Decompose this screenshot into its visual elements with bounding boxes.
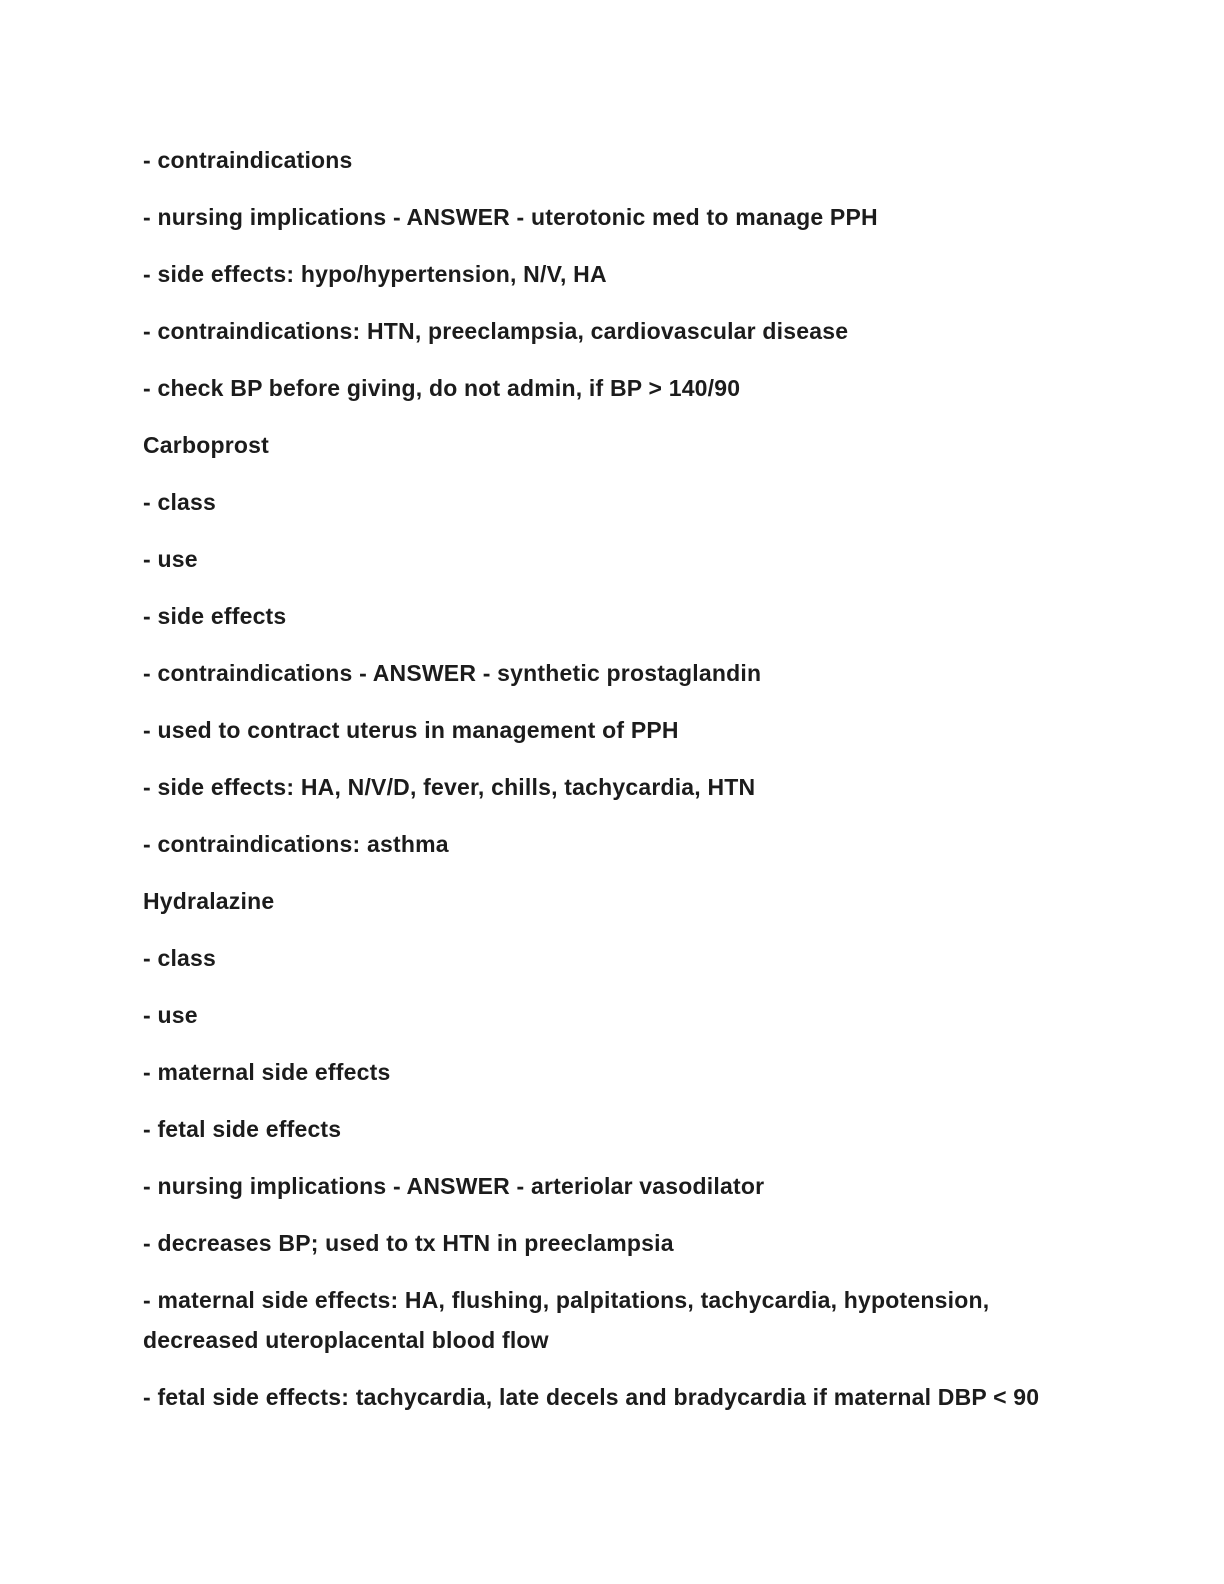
- bullet-line: - class: [143, 945, 217, 971]
- bullet-line: - check BP before giving, do not admin, if BP > 140/90: [143, 375, 741, 401]
- bullet-line: - nursing implications - ANSWER - uterotonic med to manage PPH: [143, 204, 878, 230]
- bullet-line: - use: [143, 1002, 198, 1028]
- bullet-line: - contraindications - ANSWER - synthetic prostaglandin: [143, 660, 762, 686]
- bullet-line: - contraindications: HTN, preeclampsia, cardiovascular disease: [143, 318, 849, 344]
- bullet-line: - decreases BP; used to tx HTN in preeclampsia: [143, 1230, 674, 1256]
- bullet-line: - use: [143, 546, 198, 572]
- bullet-line: - maternal side effects: HA, flushing, palpitations, tachycardia, hypotension, decreased uteroplacental blood flow: [143, 1287, 990, 1353]
- bullet-line: - fetal side effects: [143, 1116, 342, 1142]
- document-text-block: [143, 140, 1068, 1417]
- bullet-line: - class: [143, 489, 217, 515]
- bullet-line: - fetal side effects: tachycardia, late decels and bradycardia if maternal DBP < 90: [143, 1384, 1040, 1410]
- bullet-line: - used to contract uterus in management of PPH: [143, 717, 679, 743]
- bullet-line: - contraindications: [143, 147, 353, 173]
- section-heading-carboprost: Carboprost: [143, 432, 269, 458]
- bullet-line: - nursing implications - ANSWER - arteriolar vasodilator: [143, 1173, 765, 1199]
- section-heading-hydralazine: Hydralazine: [143, 888, 275, 914]
- bullet-line: - side effects: [143, 603, 287, 629]
- bullet-line: - side effects: hypo/hypertension, N/V, HA: [143, 261, 607, 287]
- bullet-line: - side effects: HA, N/V/D, fever, chills, tachycardia, HTN: [143, 774, 756, 800]
- bullet-line: - maternal side effects: [143, 1059, 391, 1085]
- bullet-line: - contraindications: asthma: [143, 831, 449, 857]
